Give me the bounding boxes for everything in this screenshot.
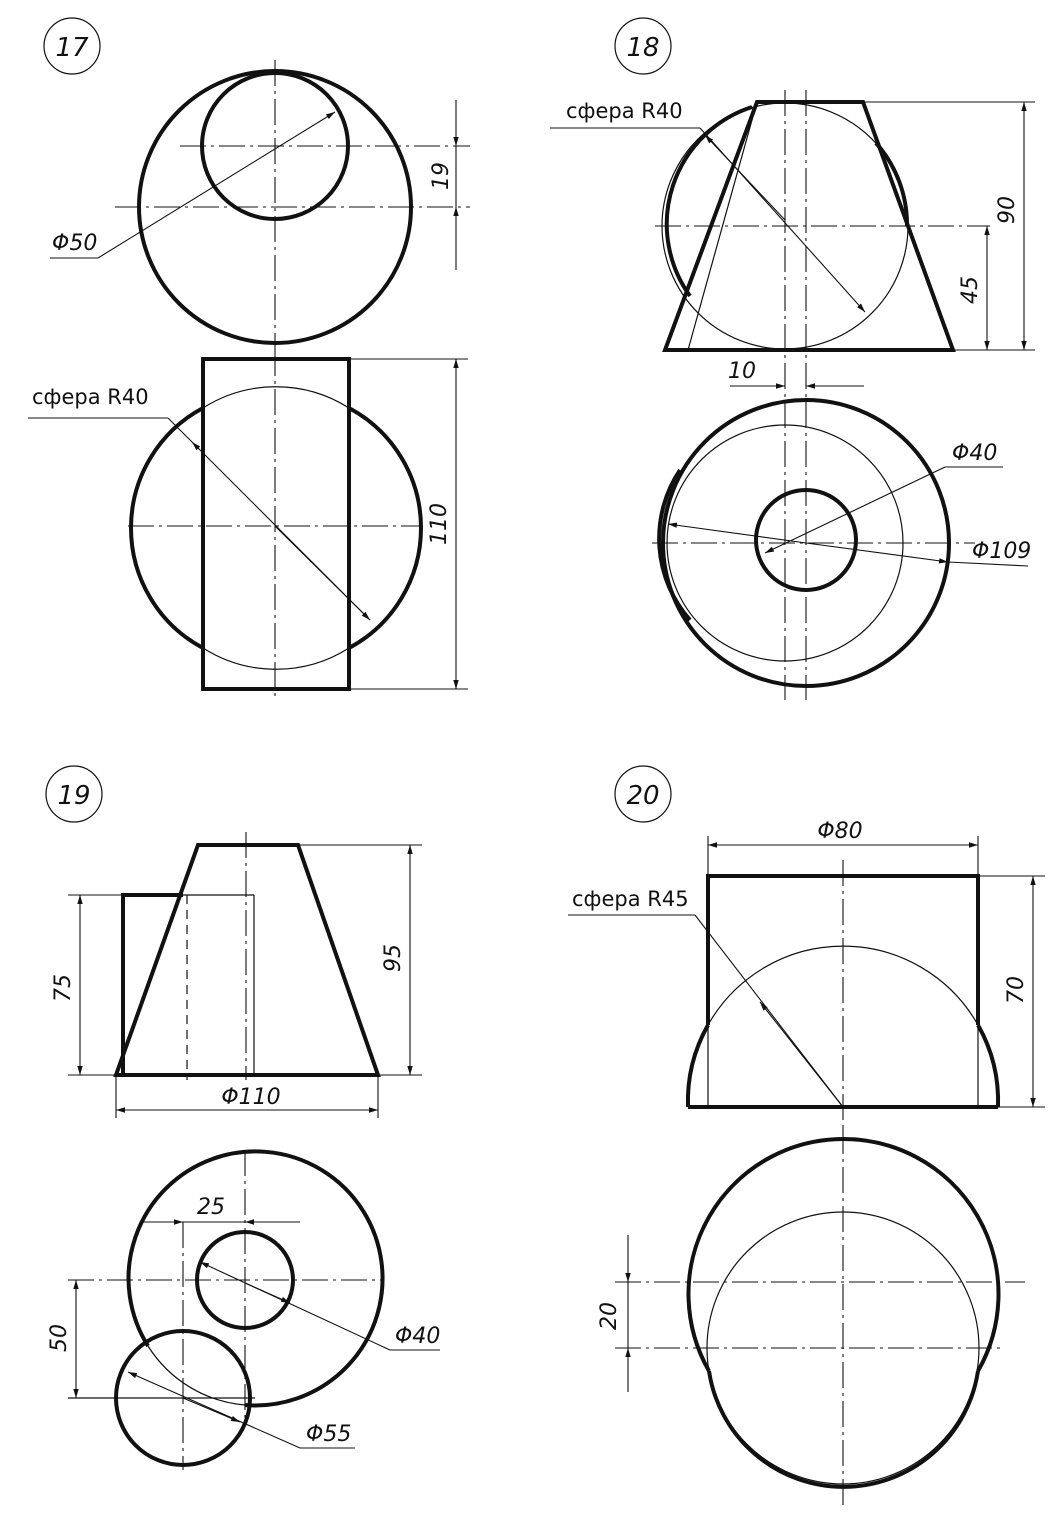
figure-20 (568, 766, 1045, 1505)
diameter-40-label: Φ40 (395, 1324, 441, 1349)
sphere-left-arc (131, 408, 203, 648)
leader-arrow (275, 526, 370, 620)
diameter-80-label: Φ80 (817, 819, 863, 844)
diameter-55-label: Φ55 (306, 1422, 352, 1447)
leader-arrow (192, 442, 200, 450)
leader-line (200, 1262, 390, 1350)
leader-arrow (245, 1283, 290, 1303)
leader-line (98, 112, 335, 258)
leader-line (128, 1372, 300, 1448)
dimension-75-label: 75 (51, 974, 76, 1002)
dimension-20-label: 20 (597, 1302, 622, 1330)
sphere-right-arc (349, 408, 421, 648)
top-view (652, 400, 1031, 686)
cone-base-hidden-arc (148, 1346, 245, 1405)
top-view (50, 60, 470, 350)
sphere-r40-label: сфера R40 (566, 99, 683, 123)
front-view (51, 832, 422, 1118)
figure-number: 17 (55, 33, 89, 63)
sphere-bottom-arc (203, 648, 349, 669)
sphere-right-arc (978, 1025, 998, 1107)
sphere-r40-label: сфера R40 (32, 385, 149, 409)
dimension-45-label: 45 (958, 276, 983, 304)
figure-19 (46, 766, 440, 1470)
figure-number: 19 (57, 781, 91, 811)
dimension-70-label: 70 (1004, 976, 1029, 1004)
diameter-109-label: Φ109 (972, 539, 1032, 564)
figure-number: 20 (626, 781, 660, 811)
leader-arrow (806, 543, 948, 562)
dimension-10-label: 10 (728, 359, 756, 384)
sphere-left-arc (667, 107, 752, 296)
top-view (47, 1150, 440, 1470)
cone-base-arc (129, 1151, 383, 1405)
prism-outline (123, 895, 183, 1075)
dimension-25-label: 25 (197, 1195, 225, 1220)
cylinder-outline (203, 359, 349, 689)
figure-number: 18 (626, 33, 660, 63)
front-view (28, 350, 468, 700)
leader-arrow (183, 1398, 240, 1422)
dimension-19-label: 19 (429, 162, 454, 190)
dimension-95-label: 95 (381, 944, 406, 972)
cone-outline (116, 845, 378, 1075)
top-view (597, 1128, 1025, 1505)
diameter-110-label: Φ110 (221, 1085, 281, 1110)
dimension-90-label: 90 (995, 196, 1020, 224)
figure-18 (550, 18, 1035, 700)
figure-17 (28, 18, 470, 700)
leader-arrow (760, 1002, 843, 1107)
sphere-r45-label: сфера R45 (572, 887, 689, 911)
dimension-110-label: 110 (427, 503, 452, 545)
diameter-50-label: Φ50 (52, 231, 98, 256)
dimension-50-label: 50 (47, 1324, 72, 1352)
diameter-40-label: Φ40 (952, 441, 998, 466)
sphere-top-arc (203, 387, 349, 408)
front-view (550, 90, 1035, 700)
front-view (568, 819, 1045, 1130)
sphere-left-arc (688, 1025, 708, 1107)
sphere-bottom-arc (709, 1371, 978, 1487)
